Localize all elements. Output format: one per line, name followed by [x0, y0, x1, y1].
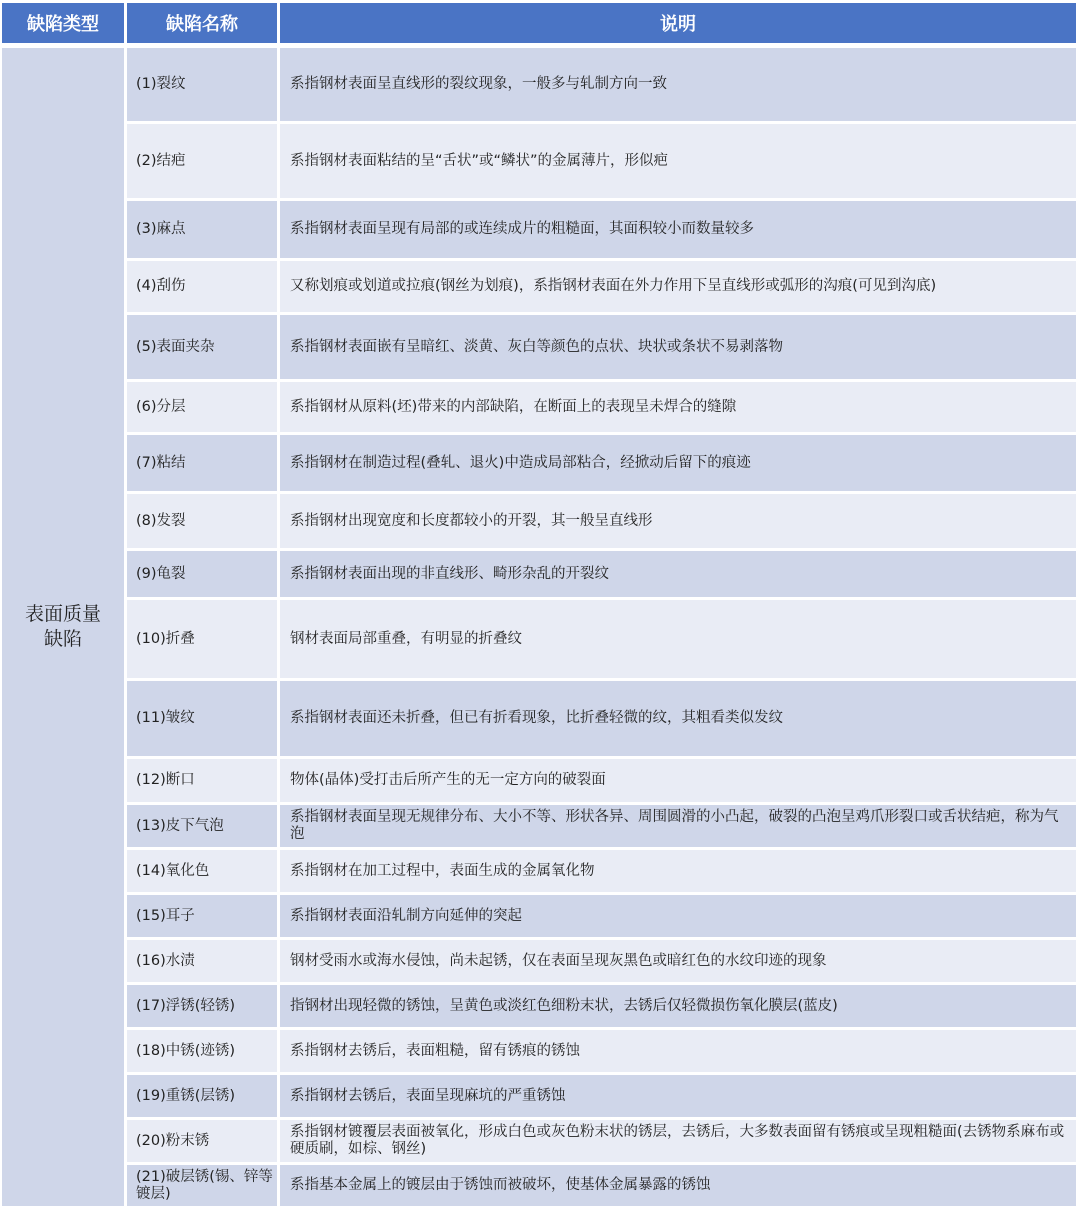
defect-name: (4)刮伤 — [127, 261, 277, 312]
defect-name: (18)中锈(迹锈) — [127, 1030, 277, 1072]
defect-description: 系指钢材表面嵌有呈暗红、淡黄、灰白等颜色的点状、块状或条状不易剥落物 — [280, 315, 1076, 379]
table-row — [127, 48, 1076, 121]
defect-name: (8)发裂 — [127, 494, 277, 548]
defect-name: (13)皮下气泡 — [127, 805, 277, 847]
defect-description: 系指钢材在制造过程(叠轧、退火)中造成局部粘合，经掀动后留下的痕迹 — [280, 435, 1076, 491]
header-description: 说明 — [280, 3, 1076, 43]
defect-name: (2)结疤 — [127, 124, 277, 198]
header-defect-name: 缺陷名称 — [127, 3, 277, 43]
defect-description: 系指钢材表面还未折叠，但已有折看现象，比折叠轻微的纹，其粗看类似发纹 — [280, 681, 1076, 756]
table-row — [127, 985, 1076, 1027]
table-row — [127, 201, 1076, 258]
defect-description: 系指钢材从原料(坯)带来的内部缺陷，在断面上的表现呈未焊合的缝隙 — [280, 382, 1076, 432]
defect-name: (16)水渍 — [127, 940, 277, 982]
table-row — [127, 1075, 1076, 1117]
defect-name: (15)耳子 — [127, 895, 277, 937]
defect-description: 系指钢材去锈后，表面呈现麻坑的严重锈蚀 — [280, 1075, 1076, 1117]
table-row — [127, 850, 1076, 892]
defect-name: (20)粉末锈 — [127, 1120, 277, 1162]
defect-description: 钢材受雨水或海水侵蚀，尚未起锈，仅在表面呈现灰黑色或暗红色的水纹印迹的现象 — [280, 940, 1076, 982]
defect-description: 系指钢材去锈后，表面粗糙，留有锈痕的锈蚀 — [280, 1030, 1076, 1072]
defect-description: 系指钢材表面出现的非直线形、畸形杂乱的开裂纹 — [280, 551, 1076, 597]
category-line-2: 缺陷 — [43, 628, 82, 650]
defect-description: 系指钢材表面呈现有局部的或连续成片的粗糙面，其面积较小而数量较多 — [280, 201, 1076, 258]
defect-name: (6)分层 — [127, 382, 277, 432]
category-line-1: 表面质量 — [24, 603, 101, 625]
defect-name: (12)断口 — [127, 759, 277, 802]
defect-name: (10)折叠 — [127, 600, 277, 678]
defect-description: 系指钢材在加工过程中，表面生成的金属氧化物 — [280, 850, 1076, 892]
defect-description: 系指钢材表面沿轧制方向延伸的突起 — [280, 895, 1076, 937]
table-row — [127, 1120, 1076, 1162]
table-row — [127, 551, 1076, 597]
defect-description: 又称划痕或划道或拉痕(钢丝为划痕)，系指钢材表面在外力作用下呈直线形或弧形的沟痕(可见到沟底) — [280, 261, 1076, 312]
defect-name: (17)浮锈(轻锈) — [127, 985, 277, 1027]
table-row — [127, 940, 1076, 982]
table-row — [127, 435, 1076, 491]
table-row — [127, 494, 1076, 548]
defect-description: 指钢材出现轻微的锈蚀，呈黄色或淡红色细粉末状，去锈后仅轻微损伤氧化膜层(蓝皮) — [280, 985, 1076, 1027]
table-row — [127, 382, 1076, 432]
table-row — [127, 805, 1076, 847]
defect-name: (11)皱纹 — [127, 681, 277, 756]
defect-name: (3)麻点 — [127, 201, 277, 258]
defect-description: 系指基本金属上的镀层由于锈蚀而被破坏，使基体金属暴露的锈蚀 — [280, 1165, 1076, 1206]
defect-description: 物体(晶体)受打击后所产生的无一定方向的破裂面 — [280, 759, 1076, 802]
table-row — [127, 124, 1076, 198]
table-row — [127, 759, 1076, 802]
table-row — [127, 600, 1076, 678]
defect-category-cell — [2, 48, 124, 1206]
defect-name: (7)粘结 — [127, 435, 277, 491]
defect-name: (5)表面夹杂 — [127, 315, 277, 379]
defect-description: 系指钢材表面粘结的呈“舌状”或“鳞状”的金属薄片，形似疤 — [280, 124, 1076, 198]
defect-description: 系指钢材表面呈直线形的裂纹现象，一般多与轧制方向一致 — [280, 48, 1076, 121]
defect-name: (9)龟裂 — [127, 551, 277, 597]
table-row — [127, 681, 1076, 756]
defect-name: (19)重锈(层锈) — [127, 1075, 277, 1117]
header-defect-type: 缺陷类型 — [2, 3, 124, 43]
table-row — [127, 315, 1076, 379]
defect-description: 系指钢材镀覆层表面被氧化，形成白色或灰色粉末状的锈层，去锈后，大多数表面留有锈痕或呈现粗糙面(去锈物系麻布或硬质刷，如棕、钢丝) — [280, 1120, 1076, 1162]
table-row — [127, 1030, 1076, 1072]
table-row — [127, 895, 1076, 937]
defect-description: 系指钢材出现宽度和长度都较小的开裂，其一般呈直线形 — [280, 494, 1076, 548]
defect-description: 系指钢材表面呈现无规律分布、大小不等、形状各异、周围圆滑的小凸起，破裂的凸泡呈鸡爪形裂口或舌状结疤，称为气泡 — [280, 805, 1076, 847]
table-row — [127, 261, 1076, 312]
defect-name: (14)氧化色 — [127, 850, 277, 892]
defect-name: (1)裂纹 — [127, 48, 277, 121]
table-row — [127, 1165, 1076, 1206]
defect-name: (21)破层锈(锡、锌等镀层) — [127, 1165, 277, 1206]
defect-description: 钢材表面局部重叠，有明显的折叠纹 — [280, 600, 1076, 678]
